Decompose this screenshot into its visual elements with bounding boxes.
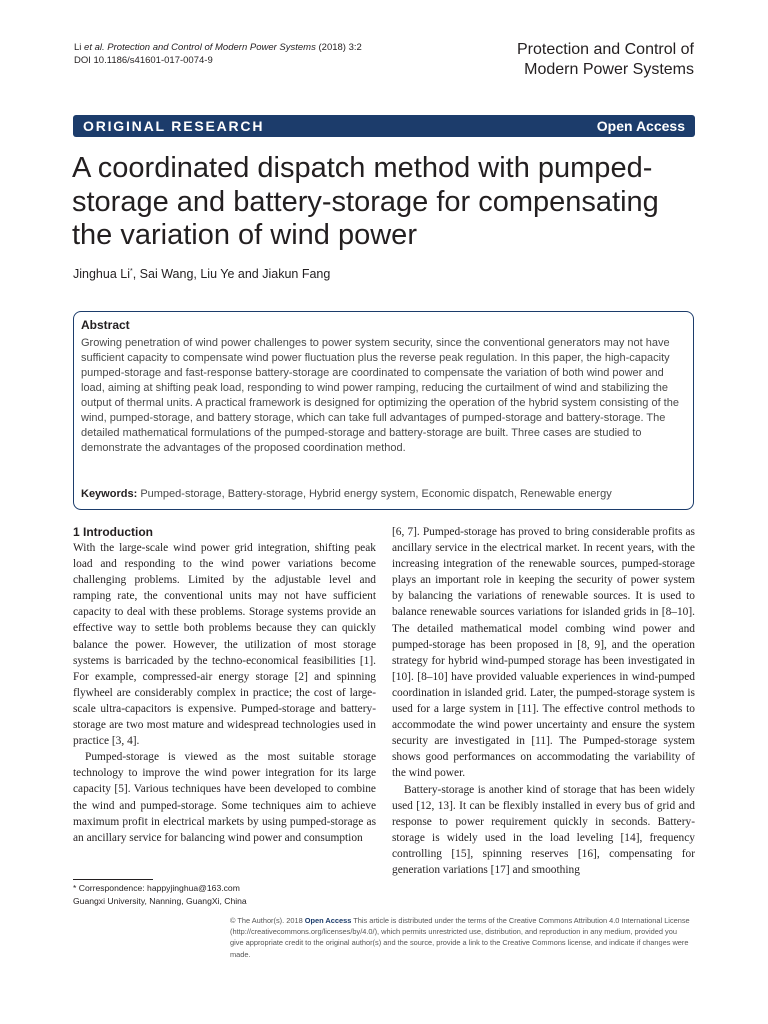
keywords-label: Keywords: (81, 488, 138, 500)
intro-paragraph-1: With the large-scale wind power grid integration, shifting peak load and responding to the wind power variations become challenging problems. Limited by the adjustable level and ramping rate, the conventional units may not have sufficient capacity to deal with these problems. Storage systems provide an effective way to settle both problems because they can quickly balance the power. However, the utilization of most storage systems is barricaded by the techno-economical feasibilities [1]. For example, compressed-air energy storage [2] and spinning flywheel are considerably complex in practice; the cost of large-scale ultra-capacitors is expensive. Pumped-storage and battery-storage are two most mature and widespread technologies used in practice [3, 4]. (73, 542, 376, 748)
body-column-left (73, 524, 376, 846)
abstract-text: Growing penetration of wind power challenges to power system security, since the conventional generators may not have sufficient capacity to compensate wind power fluctuation plus the reverse peak regulation. In this paper, the high-capacity pumped-storage and fast-response battery-storage are coordinated to compensate the variation of both wind power and load, aiming at shifting peak load, responding to wind power ramping, reducing the curtailment of wind and stabilizing the output of thermal units. A practical framework is designed for optimizing the operation of the hybrid system consisting of the wind, pumped-storage, and battery storage, which can take full advantages of pumped-storage and battery-storage. The detailed mathematical formulations of the pumped-storage and battery-storage are built. Three cases are studied to demonstrate the advantages of the proposed coordination method. (81, 337, 679, 454)
author-list (73, 264, 330, 282)
keywords (81, 487, 687, 502)
correspondence-footnote (73, 882, 376, 907)
article-title: A coordinated dispatch method with pumped-storage and battery-storage for compensating the variation of wind power (72, 152, 659, 251)
author-others: , Sai Wang, Liu Ye and Jiakun Fang (132, 267, 331, 282)
citation-year-volume: (2018) 3:2 (318, 42, 362, 53)
open-access-label: Open Access (596, 118, 685, 134)
footnote-rule (73, 879, 153, 880)
section-heading-introduction: 1 Introduction (73, 525, 153, 539)
license-text: This article is distributed under the terms of the Creative Commons Attribution 4.0 International License (http://creativecommons.org/licenses/by/4.0/), which permits unrestricted use, distribution, and reproduction in any medium, provided you give appropriate credit to the original author(s) and the source, provide a link to the Creative Commons license, and indicate if changes were made. (230, 916, 690, 959)
body-column-right (392, 524, 695, 878)
journal-name-line2: Modern Power Systems (524, 61, 694, 78)
corresponding-mark: * (130, 268, 133, 275)
journal-name-line1: Protection and Control of (517, 41, 694, 58)
citation-line (74, 41, 362, 67)
citation-journal: et al. Protection and Control of Modern Power Systems (84, 42, 316, 53)
intro-paragraph-2: Pumped-storage is viewed as the most suitable storage technology to improve the wind power integration for its large capacity [5]. Various techniques have been developed to combine the wind and pumped-storage. Some techniques aim to achieve maximum profit in electrical markets by using pumped-storage as an ancillary service for balancing wind power and consumption (73, 751, 376, 844)
abstract-heading: Abstract (81, 318, 130, 332)
article-type-banner (73, 115, 695, 137)
keywords-list: Pumped-storage, Battery-storage, Hybrid energy system, Economic dispatch, Renewable energy (140, 488, 612, 500)
correspondence-email[interactable]: * Correspondence: happyjinghua@163.com (73, 883, 240, 893)
author-corresponding[interactable]: Jinghua Li (73, 267, 130, 282)
abstract-box (73, 311, 694, 510)
intro-paragraph-4: Battery-storage is another kind of storage that has been widely used [12, 13]. It can be flexibly installed in every bus of grid and response to power requirement quickly in seconds. Battery-storage is widely used in the load leveling [14], frequency controlling [15], spinning reserves [16], compensating for generation variations [17] and smoothing (392, 783, 695, 876)
doi[interactable]: DOI 10.1186/s41601-017-0074-9 (74, 55, 213, 66)
journal-name (394, 40, 694, 80)
intro-paragraph-3: [6, 7]. Pumped-storage has proved to bring considerable profits as ancillary service in the electrical market. In recent years, with the increasing integration of the renewable sources, pumped-storage plays an important role in keeping the security of power system by balancing the variations of renewable sources. It is used to balance renewable sources variations for islanded grids in [8–10]. The detailed mathematical model combing wind power and pumped-storage has been proposed in [8, 9], and the operation strategy for hybrid wind-pumped storage has been investigated in [10]. [8–10] have provided valuable experiences in wind-pumped coordination in islanded grid. Later, the pumped-storage system is used for a large system in [11]. The effective control methods to accommodate the wind power uncertainty and ensure the system security are investigated in [11]. The Pumped-storage system shows good performances on accommodating the variability of the wind power. (392, 526, 695, 780)
citation-author: Li (74, 42, 82, 53)
license-open-access: Open Access (304, 916, 352, 925)
license-notice (230, 915, 692, 960)
article-type-label: ORIGINAL RESEARCH (83, 118, 265, 134)
affiliation: Guangxi University, Nanning, GuangXi, China (73, 895, 247, 906)
license-copyright: © The Author(s). 2018 (230, 916, 305, 925)
